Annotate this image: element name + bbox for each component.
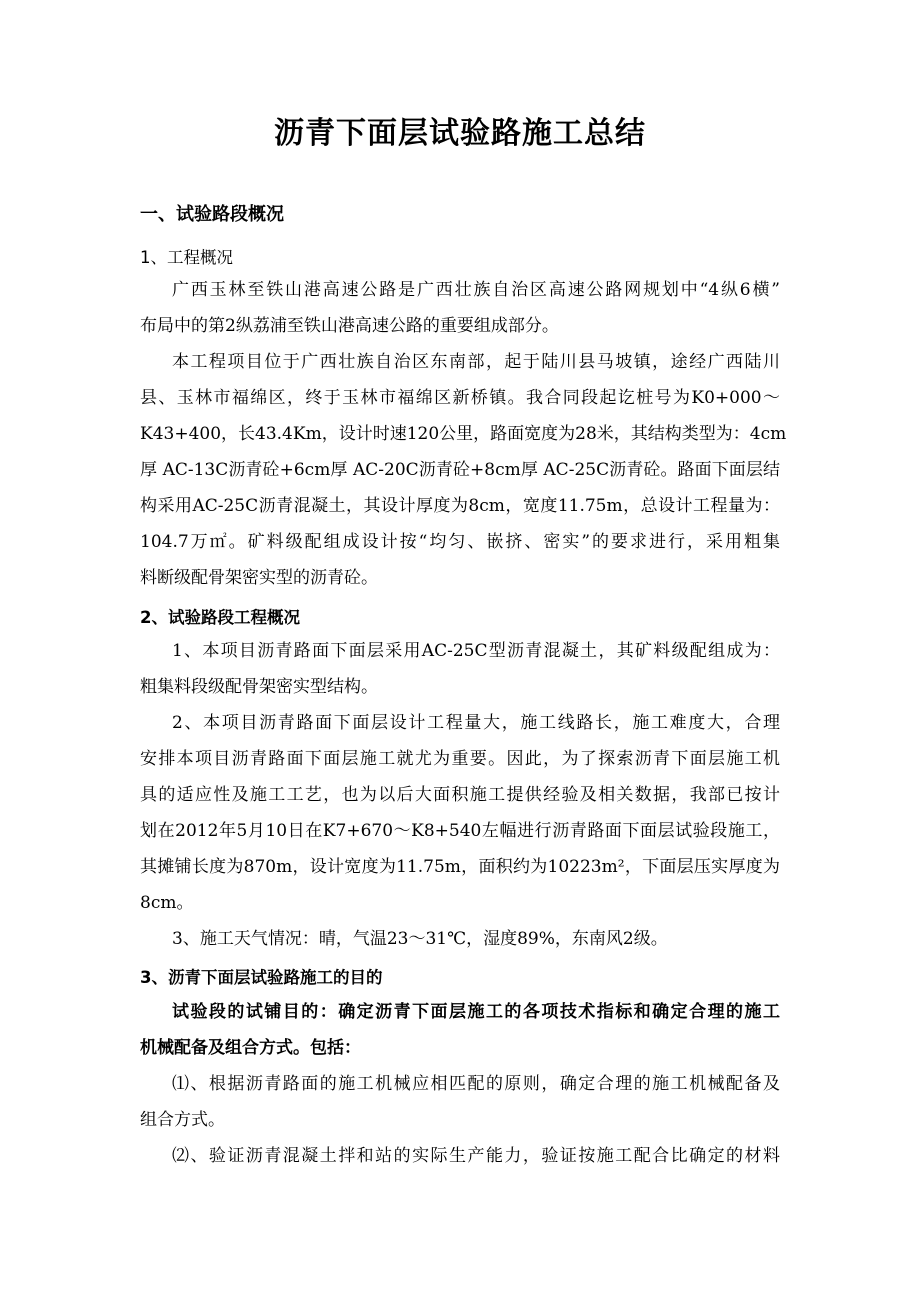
paragraph-line: 本工程项目位于广西壮族自治区东南部，起于陆川县马坡镇，途经广西陆川	[172, 352, 780, 372]
paragraph-line: 试验段的试铺目的：确定沥青下面层施工的各项技术指标和确定合理的施工	[172, 1002, 780, 1022]
subsection-heading: 1、工程概况	[140, 248, 233, 267]
subsection-heading: 3、沥青下面层试验路施工的目的	[140, 968, 383, 987]
paragraph-line: 其摊铺长度为870m，设计宽度为11.75m，面积约为10223m²，下面层压实厚度为	[140, 857, 780, 877]
paragraph-line: 划在2012年5月10日在K7+670～K8+540左幅进行沥青路面下面层试验段施工，	[140, 821, 780, 841]
paragraph-line: 料断级配骨架密实型的沥青砼。	[140, 568, 378, 588]
paragraph-line: 县、玉林市福绵区，终于玉林市福绵区新桥镇。我合同段起讫桩号为K0+000～	[140, 388, 780, 408]
paragraph-line: 粗集料段级配骨架密实型结构。	[140, 677, 378, 697]
section-heading: 一、试验路段概况	[140, 204, 284, 225]
paragraph-line: 2、本项目沥青路面下面层设计工程量大，施工线路长，施工难度大，合理	[172, 713, 780, 733]
paragraph-line: 构采用AC-25C沥青混凝土，其设计厚度为8cm，宽度11.75m，总设计工程量为：	[140, 496, 780, 516]
document-title: 沥青下面层试验路施工总结	[274, 116, 646, 151]
paragraph-line: 1、本项目沥青路面下面层采用AC-25C型沥青混凝土，其矿料级配组成为：	[172, 641, 780, 661]
paragraph-line: K43+400，长43.4Km，设计时速120公里，路面宽度为28米，其结构类型为：4cm	[140, 424, 787, 444]
paragraph-line: 具的适应性及施工工艺，也为以后大面积施工提供经验及相关数据，我部已按计	[140, 785, 780, 805]
subsection-heading: 2、试验路段工程概况	[140, 608, 300, 627]
paragraph-line: 机械配备及组合方式。包括：	[140, 1038, 361, 1058]
paragraph-line: ⑴、根据沥青路面的施工机械应相匹配的原则，确定合理的施工机械配备及	[172, 1074, 780, 1094]
paragraph-line: ⑵、验证沥青混凝土拌和站的实际生产能力，验证按施工配合比确定的材料	[172, 1146, 780, 1166]
paragraph-line: 广西玉林至铁山港高速公路是广西壮族自治区高速公路网规划中“4纵6横”	[172, 280, 780, 300]
paragraph-line: 3、施工天气情况：晴，气温23～31℃，湿度89%，东南风2级。	[172, 929, 668, 949]
paragraph-line: 厚 AC-13C沥青砼+6cm厚 AC-20C沥青砼+8cm厚 AC-25C沥青砼。路面下面层结	[140, 460, 780, 480]
paragraph-line: 组合方式。	[140, 1110, 225, 1130]
paragraph-line: 布局中的第2纵荔浦至铁山港高速公路的重要组成部分。	[140, 316, 559, 336]
paragraph-line: 安排本项目沥青路面下面层施工就尤为重要。因此，为了探索沥青下面层施工机	[140, 749, 780, 769]
paragraph-line: 8cm。	[140, 893, 194, 913]
paragraph-line: 104.7万㎡。矿料级配组成设计按“均匀、嵌挤、密实”的要求进行，采用粗集	[140, 532, 780, 552]
